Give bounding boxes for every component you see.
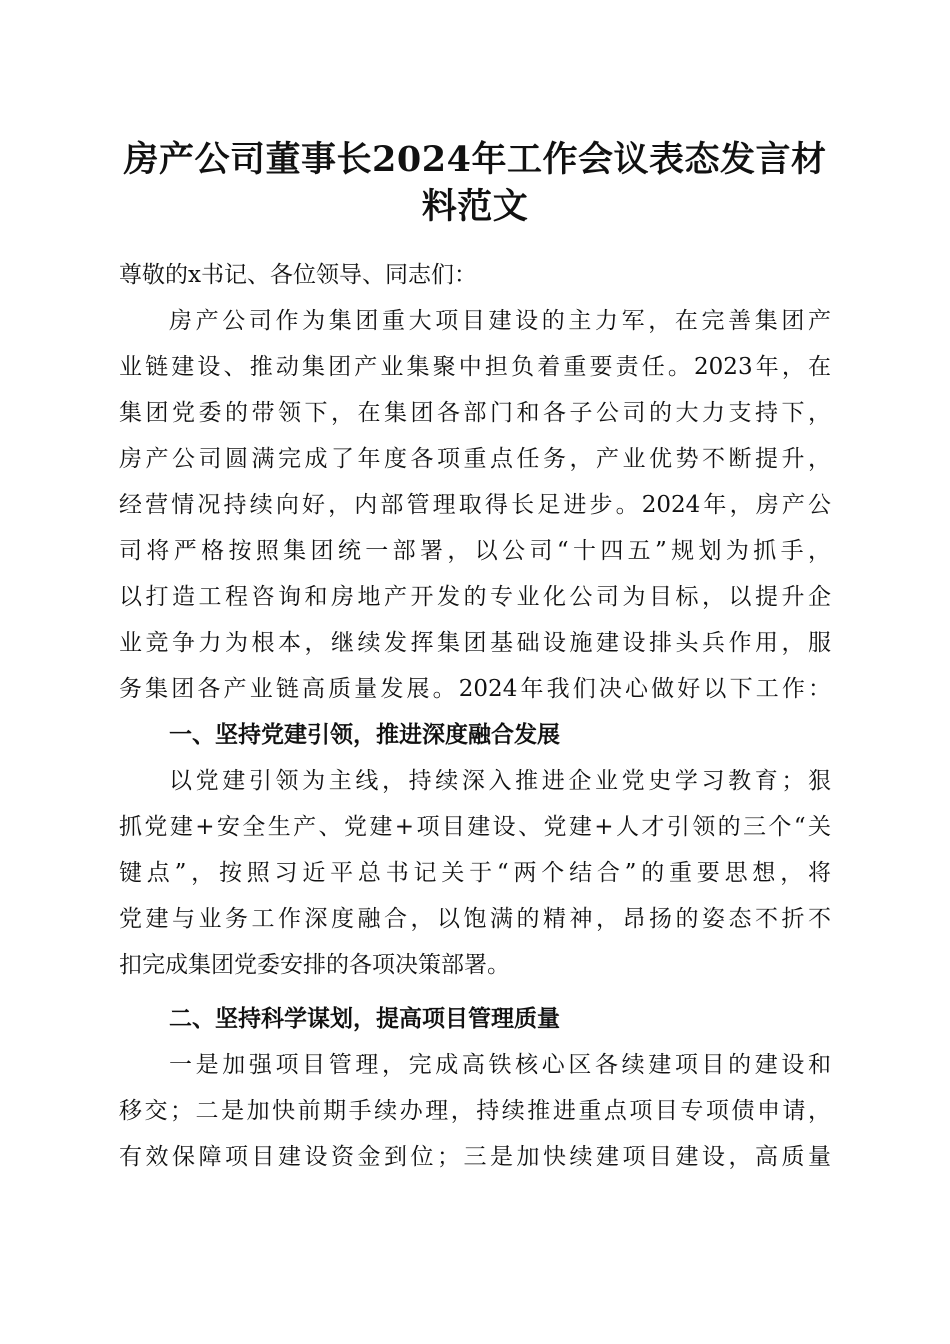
paragraph-line: 党建与业务工作深度融合，以饱满的精神，昂扬的姿态不折不 <box>119 906 831 932</box>
title-line: 料范文 <box>421 186 529 227</box>
paragraph-line: 司将严格按照集团统一部署，以公司“十四五”规划为抓手， <box>119 538 831 564</box>
paragraph-line: 抓党建+安全生产、党建+项目建设、党建+人才引领的三个“关 <box>119 814 831 840</box>
intro-paragraph <box>119 298 831 712</box>
document-body <box>119 252 831 1180</box>
paragraph-line: 业竞争力为根本，继续发挥集团基础设施建设排头兵作用，服 <box>119 630 831 656</box>
section-paragraph <box>119 1042 831 1180</box>
paragraph-line: 移交；二是加快前期手续办理，持续推进重点项目专项债申请， <box>119 1098 831 1124</box>
paragraph-line: 业链建设、推动集团产业集聚中担负着重要责任。2023年，在 <box>119 354 831 380</box>
section-paragraph <box>119 758 831 988</box>
paragraph-line: 房产公司作为集团重大项目建设的主力军，在完善集团产 <box>169 308 831 334</box>
document-title <box>110 136 840 230</box>
paragraph-line: 一是加强项目管理，完成高铁核心区各续建项目的建设和 <box>169 1052 831 1078</box>
paragraph-line: 务集团各产业链高质量发展。2024年我们决心做好以下工作： <box>119 676 831 702</box>
paragraph-line: 以打造工程咨询和房地产开发的专业化公司为目标，以提升企 <box>119 584 831 610</box>
title-line: 房产公司董事长2024年工作会议表态发言材 <box>123 139 827 180</box>
paragraph-line: 经营情况持续向好，内部管理取得长足进步。2024年，房产公 <box>119 492 831 518</box>
paragraph-line: 有效保障项目建设资金到位；三是加快续建项目建设，高质量 <box>119 1144 831 1170</box>
spacer <box>119 988 831 996</box>
paragraph-line: 扣完成集团党委安排的各项决策部署。 <box>119 952 510 978</box>
section-heading: 一、坚持党建引领，推进深度融合发展 <box>169 722 560 748</box>
salutation: 尊敬的x书记、各位领导、同志们： <box>119 262 477 288</box>
section-heading: 二、坚持科学谋划，提高项目管理质量 <box>169 1006 560 1032</box>
paragraph-line: 房产公司圆满完成了年度各项重点任务，产业优势不断提升， <box>119 446 831 472</box>
paragraph-line: 键点”，按照习近平总书记关于“两个结合”的重要思想，将 <box>119 860 831 886</box>
paragraph-line: 以党建引领为主线，持续深入推进企业党史学习教育；狠 <box>169 768 831 794</box>
paragraph-line: 集团党委的带领下，在集团各部门和各子公司的大力支持下， <box>119 400 831 426</box>
